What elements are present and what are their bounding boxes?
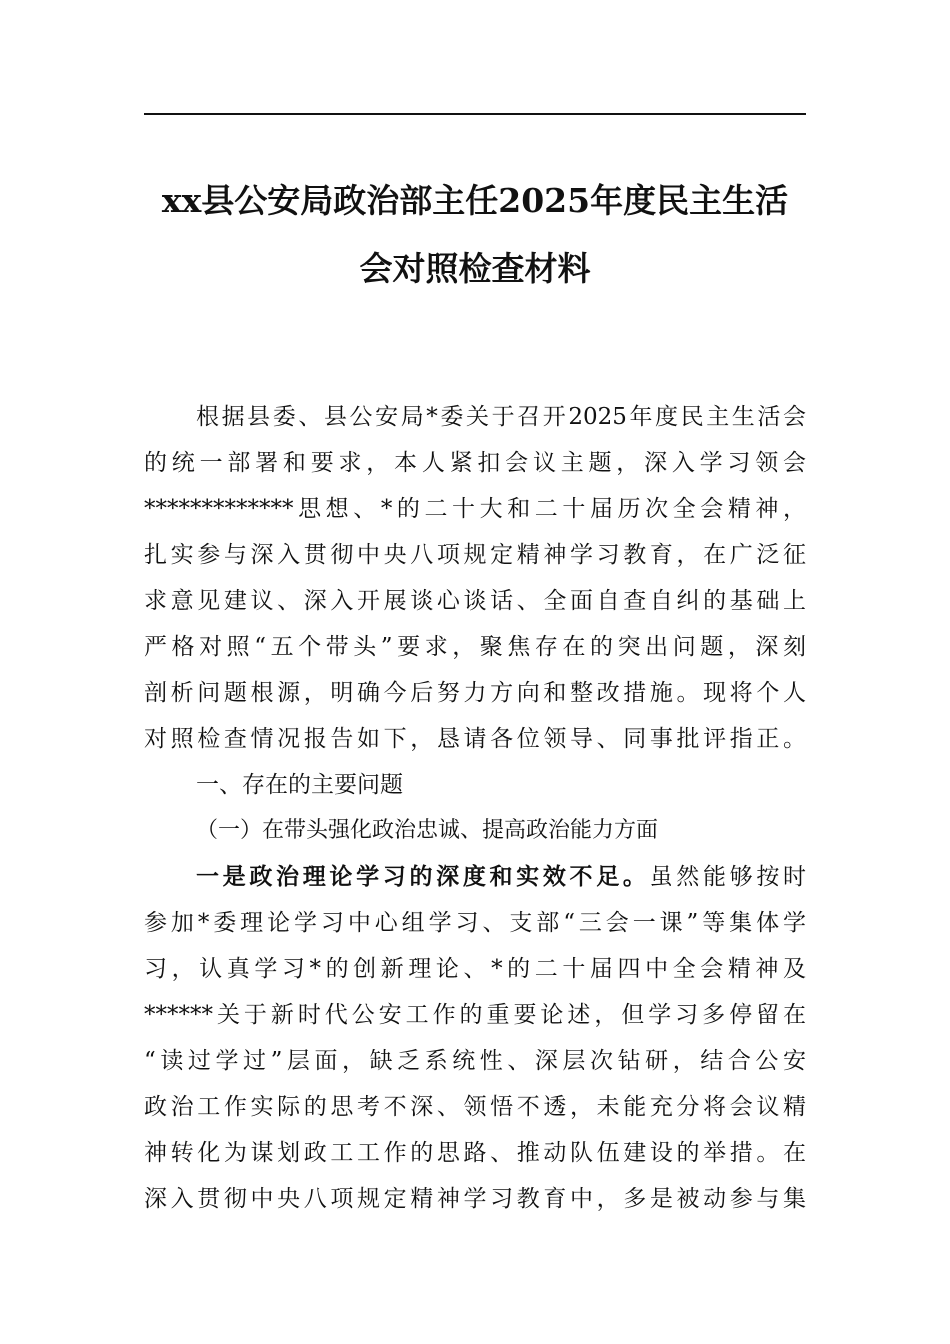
- point-line: 深入贯彻中央八项规定精神学习教育中，多是被动参与集: [144, 1186, 806, 1212]
- point-lead-rest: 虽然能够按时: [649, 864, 807, 890]
- subsection-heading: （一）在带头强化政治忠诚、提高政治能力方面: [196, 818, 659, 843]
- point-line: “读过学过”层面，缺乏系统性、深层次钻研，结合公安: [144, 1048, 806, 1074]
- document-body: [144, 394, 806, 1222]
- intro-line: 剖析问题根源，明确今后努力方向和整改措施。现将个人: [144, 680, 806, 706]
- intro-line: 求意见建议、深入开展谈心谈话、全面自查自纠的基础上: [144, 588, 806, 614]
- intro-line: 根据县委、县公安局*委关于召开2025年度民主生活会: [196, 404, 806, 430]
- intro-line: 对照检查情况报告如下，恳请各位领导、同事批评指正。: [144, 726, 806, 752]
- point-line: 政治工作实际的思考不深、领悟不透，未能充分将会议精: [144, 1094, 806, 1120]
- intro-line: 严格对照“五个带头”要求，聚焦存在的突出问题，深刻: [144, 634, 806, 660]
- intro-line: *************思想、*的二十大和二十届历次全会精神，: [144, 496, 806, 522]
- header-rule: [144, 113, 806, 115]
- point-line: 参加*委理论学习中心组学习、支部“三会一课”等集体学: [144, 910, 806, 936]
- point-line: ******关于新时代公安工作的重要论述，但学习多停留在: [144, 1002, 806, 1028]
- point-first-line: [144, 854, 806, 900]
- title-line-2: 会对照检查材料: [359, 249, 591, 288]
- point-bold-lead: 一是政治理论学习的深度和实效不足。: [196, 863, 650, 890]
- intro-line: 的统一部署和要求，本人紧扣会议主题，深入学习领会: [144, 450, 806, 476]
- point-line: 神转化为谋划政工工作的思路、推动队伍建设的举措。在: [144, 1140, 806, 1166]
- title-line-1: xx县公安局政治部主任2025年度民主生活: [161, 181, 789, 220]
- document-title: [144, 167, 806, 303]
- section-heading: 一、存在的主要问题: [196, 772, 403, 798]
- intro-line: 扎实参与深入贯彻中央八项规定精神学习教育，在广泛征: [144, 542, 806, 568]
- point-line: 习，认真学习*的创新理论、*的二十届四中全会精神及: [144, 956, 806, 982]
